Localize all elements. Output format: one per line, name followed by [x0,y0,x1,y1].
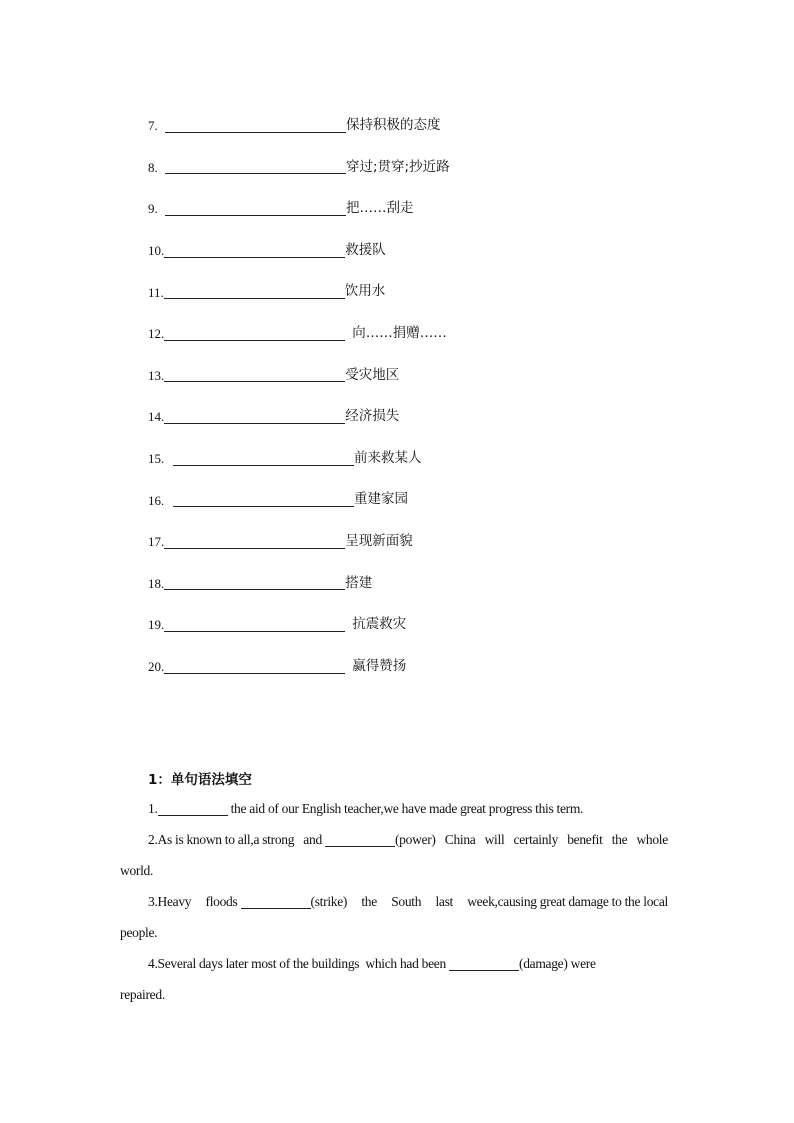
answer-blank[interactable] [164,368,345,382]
grammar-question-2-continued: world. [120,863,154,878]
vocab-item [148,105,708,147]
vocab-chinese: 饮用水 [344,283,386,300]
vocab-item [148,479,708,521]
grammar-exercises [120,799,668,1016]
vocab-item [148,604,708,646]
vocab-item [148,355,708,397]
vocab-item [148,646,708,688]
vocab-number: 20. [148,659,165,675]
answer-blank[interactable] [165,202,346,216]
answer-blank[interactable] [165,160,346,174]
answer-blank[interactable] [173,452,354,466]
answer-blank[interactable] [164,535,345,549]
answer-blank[interactable] [165,119,346,133]
vocab-item [148,438,708,480]
vocab-number: 8. [148,159,158,175]
vocab-chinese: 前来救某人 [354,449,422,466]
vocab-number: 19. [148,617,165,633]
vocab-item [148,188,708,230]
vocab-chinese: 穿过;贯穿;抄近路 [346,158,450,175]
vocab-number: 14. [148,409,165,425]
vocab-item [148,396,708,438]
answer-blank[interactable] [173,493,354,507]
vocab-chinese: 受灾地区 [345,366,400,383]
vocab-number: 11. [148,284,164,300]
vocab-number: 17. [148,534,165,550]
vocab-chinese: 呈现新面貌 [345,532,413,549]
answer-blank[interactable] [325,832,395,847]
grammar-question-2: 2.As is known to all,a strong and (power) China will certainly benefit the whole [148,832,668,847]
answer-blank[interactable] [164,285,345,299]
vocab-chinese: 经济损失 [345,408,400,425]
answer-blank[interactable] [164,327,345,341]
answer-blank[interactable] [164,618,345,632]
vocab-chinese: 赢得赞扬 [352,657,407,674]
vocab-number: 10. [148,243,165,259]
answer-blank[interactable] [158,801,228,816]
vocab-list [148,105,708,687]
vocab-number: 7. [148,118,158,134]
vocab-item [148,313,708,355]
grammar-question-3-continued: people. [120,925,158,940]
vocab-chinese: 搭建 [345,574,373,591]
grammar-question-3: 3.Heavy floods (strike) the South last week,causing great damage to the local [148,894,668,909]
grammar-question-4-continued: repaired. [120,987,165,1002]
vocab-number: 9. [148,201,158,217]
vocab-item [148,563,708,605]
answer-blank[interactable] [164,244,345,258]
vocab-chinese: 救援队 [345,241,386,258]
answer-blank[interactable] [164,576,345,590]
vocab-number: 13. [148,367,165,383]
vocab-item [148,271,708,313]
answer-blank[interactable] [449,956,519,971]
vocab-number: 12. [148,326,165,342]
vocab-chinese: 保持积极的态度 [346,117,441,134]
vocab-number: 15. [148,451,165,467]
answer-blank[interactable] [164,660,345,674]
vocab-chinese: 向……捐赠…… [352,325,447,342]
vocab-chinese: 重建家园 [354,491,408,508]
answer-blank[interactable] [241,894,311,909]
vocab-chinese: 抗震救灾 [352,616,407,633]
grammar-question-1: 1. the aid of our English teacher,we have made great progress this term. [148,801,584,816]
answer-blank[interactable] [164,410,345,424]
vocab-item [148,230,708,272]
vocab-number: 16. [148,492,165,508]
vocab-item [148,147,708,189]
grammar-question-4: 4.Several days later most of the buildings which had been (damage) were [148,956,596,971]
vocab-chinese: 把……刮走 [346,200,414,217]
vocab-item [148,521,708,563]
vocab-number: 18. [148,575,165,591]
section-title: 1：单句语法填空 [148,772,252,788]
